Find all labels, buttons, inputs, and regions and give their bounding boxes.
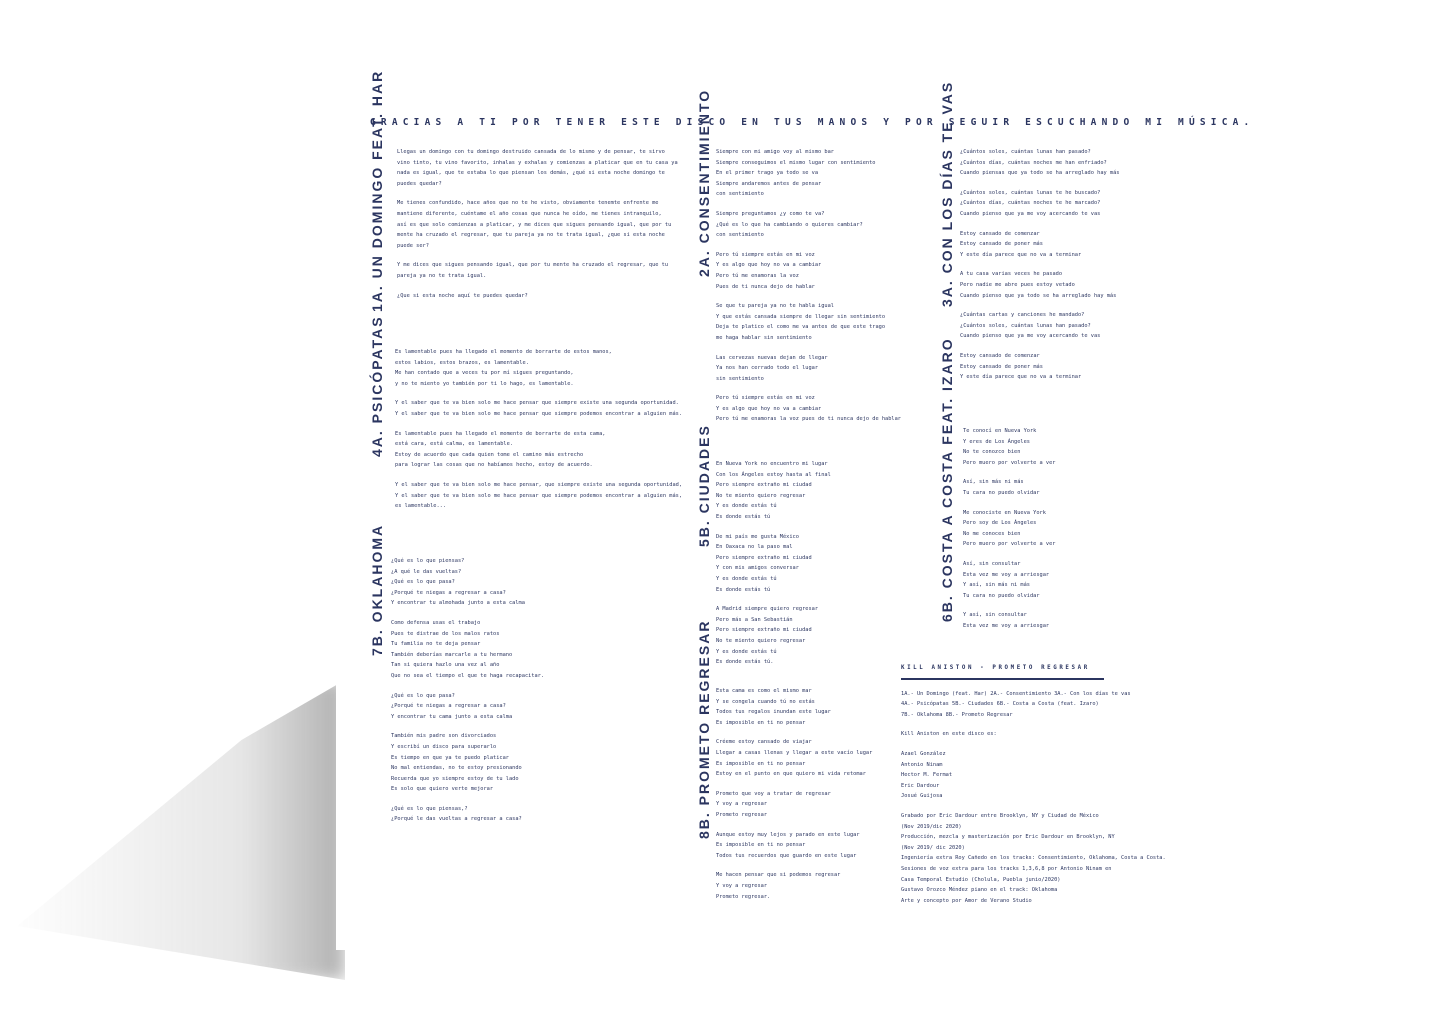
lyric-line: Tu cara no puedo olvidar: [963, 489, 1040, 496]
lyric-line: Es tiempo en que ya te puedo platicar: [391, 754, 509, 761]
song-lyrics: [397, 147, 678, 310]
lyric-line: ¿Qué es lo que piensas,?: [391, 805, 468, 812]
song-lyrics: [391, 556, 544, 834]
lyric-line: En Nueva York no encuentro mi lugar: [716, 461, 828, 467]
lyric-line: Es imposible en ti no pensar: [716, 719, 806, 726]
stanza: [716, 301, 901, 343]
lyric-line: Esta vez me voy a arriesgar: [963, 571, 1050, 578]
lyric-line: Y voy a regresar: [716, 882, 768, 889]
stanza: [395, 480, 682, 512]
song-title: 5B. CIUDADES: [696, 424, 712, 547]
lyric-line: Todos tus regalos inundan este lugar: [716, 709, 831, 716]
credits-line: Grabado por Eric Dardour entre Brooklyn, NY y Ciudad de México: [901, 812, 1099, 819]
credits-line: 4A.- Psicópatas 5B.- Ciudades 6B.- Costa a Costa (feat. Izaro): [901, 701, 1099, 708]
stanza: [960, 310, 1119, 342]
credits-line: Azael González: [901, 750, 946, 757]
stanza: [960, 188, 1119, 220]
lyric-line: Y así, sin consultar: [963, 612, 1027, 619]
lyric-line: ¿Cuántos soles, cuántas lunas han pasado?: [960, 149, 1091, 155]
lyric-line: Y encontrar tu cama junto a esta calma: [391, 713, 513, 720]
song-title: 8B. PROMETO REGRESAR: [696, 619, 712, 839]
song-lyrics: [960, 147, 1119, 392]
lyric-line: Pero tú siempre estás en mi voz: [716, 251, 815, 258]
lyric-line: Estoy en el punto en que quiero mi vida retomar: [716, 771, 866, 778]
song-lyrics: [716, 147, 901, 434]
lyric-line: con sentimiento: [716, 191, 764, 198]
lyric-line: Te conocí en Nueva York: [963, 428, 1037, 434]
lyric-line: Como defensa usas el trabajo: [391, 619, 481, 626]
lyric-line: No mal entiendas, no te estoy presionando: [391, 765, 522, 772]
lyric-line: mantiene diferente, cuéntame el año cosas que nunca he oído, me tienes intranquilo,: [397, 210, 662, 217]
song-block: [696, 88, 906, 423]
lyric-line: A tu casa varias veces he pasado: [960, 271, 1063, 278]
lyric-line: No me conoces bien: [963, 530, 1021, 537]
credits-line: 7B.- Oklahoma 8B.- Prometo Regresar: [901, 711, 1013, 718]
lyric-line: ¿Qué es lo que pasa?: [391, 692, 455, 699]
lyric-line: Pero más a San Sebastián: [716, 616, 793, 623]
credits-block: [901, 811, 1166, 906]
lyric-line: con sentimiento: [716, 232, 764, 239]
lyric-line: No te miento quiero regresar: [716, 637, 806, 644]
stanza: [963, 559, 1055, 601]
song-lyrics: [395, 347, 682, 521]
lyric-line: Y este día parece que no va a terminar: [960, 251, 1082, 258]
lyric-line: Y es algo que hoy no va a cambiar: [716, 262, 822, 269]
lyric-line: Estoy cansado de comenzar: [960, 352, 1040, 359]
stanza: [960, 147, 1119, 179]
lyric-line: Siempre con mi amigo voy al mismo bar: [716, 149, 834, 155]
lyric-line: Y eres de Los Ángeles: [963, 438, 1030, 445]
page-shadow: [0, 680, 345, 980]
lyric-line: Pero tú me enamoras la voz pues de ti nunca dejo de hablar: [716, 416, 901, 423]
lyric-line: Siempre andaremos antes de pensar: [716, 180, 822, 187]
lyric-line: mente ha cruzado el regresar, que tu pareja ya no te trata igual, ¿que si esta noche: [397, 232, 665, 239]
lyric-line: Me conociste en Nueva York: [963, 509, 1046, 516]
lyric-line: Prometo que voy a tratar de regresar: [716, 790, 831, 797]
stanza: [960, 229, 1119, 261]
lyric-line: Y el saber que te va bien solo me hace pensar que siempre existe una segunda oportunidad.: [395, 400, 679, 407]
lyric-line: Así, sin más ni más: [963, 479, 1024, 486]
stanza: [716, 459, 831, 523]
song-block: [939, 80, 1139, 381]
lyric-line: Y es donde estás tú: [716, 648, 777, 655]
lyric-line: Pero siempre extraño mi ciudad: [716, 627, 812, 634]
lyric-line: Pero siempre extraño mi ciudad: [716, 482, 812, 489]
credits-title: KILL ANISTON - PROMETO REGRESAR: [901, 663, 1104, 680]
lyric-line: Y el saber que te va bien solo me hace pensar que siempre podemos encontrar a alguien más,: [395, 492, 683, 499]
lyric-sheet: [336, 69, 1255, 950]
lyric-line: me haga hablar sin sentimiento: [716, 334, 812, 341]
lyric-line: Y el saber que te va bien solo me hace pensar que siempre podemos encontrar a alguien más.: [395, 410, 683, 417]
credits-line: Eric Dardour: [901, 782, 940, 789]
stanza: [716, 209, 901, 241]
lyric-line: No te conozco bien: [963, 449, 1021, 456]
lyric-line: Que no sea el tiempo el que te haga recapacitar.: [391, 672, 545, 679]
stanza: [716, 737, 872, 779]
lyric-line: Estoy cansado de comenzar: [960, 230, 1040, 237]
lyric-line: Cuando pienso que ya todo se ha arreglado hay más: [960, 292, 1117, 299]
lyric-line: Y escribí un disco para superarlo: [391, 743, 497, 750]
lyric-line: Pero muero por volverte a ver: [963, 541, 1056, 548]
credits-line: Producción, mezcla y masterización por Eric Dardour en Brooklyn, NY: [901, 834, 1115, 841]
credits-body: [901, 689, 1166, 907]
stanza: [960, 351, 1119, 383]
lyric-line: Pero soy de Los Ángeles: [963, 520, 1037, 527]
thanks-headline: GRACIAS A TI POR TENER ESTE DISCO EN TUS MANOS Y POR SEGUIR ESCUCHANDO MI MÚSICA.: [370, 117, 1255, 128]
lyric-line: ¿Porqué te niegas a regresar a casa?: [391, 589, 506, 596]
credits-line: Casa Temporal Estudio (Cholula, Puebla junio/2020): [901, 876, 1061, 883]
stanza: [397, 198, 678, 251]
lyric-line: Es donde estás tú.: [716, 659, 774, 666]
lyric-line: ¿Cuántas cartas y canciones he mandado?: [960, 312, 1085, 319]
song-lyrics: [963, 426, 1055, 641]
lyric-line: Y así, sin más ni más: [963, 582, 1030, 589]
stanza: [391, 731, 544, 795]
song-title: 6B. COSTA A COSTA FEAT. IZARO: [939, 337, 955, 622]
lyric-line: Cuando pienso que ya me voy acercando te vas: [960, 210, 1101, 217]
lyric-line: Ya nos han cerrado todo el lugar: [716, 365, 819, 372]
stanza: [963, 610, 1055, 631]
lyric-line: Es solo que quiero verte mejorar: [391, 786, 494, 793]
lyric-line: Me hacen pensar que si podemos regresar: [716, 872, 841, 879]
stanza: [960, 269, 1119, 301]
credits-line: 1A.- Un Domingo (feat. Har) 2A.- Consentimiento 3A.- Con los días te vas: [901, 690, 1131, 697]
lyric-line: Prometo regresar.: [716, 893, 771, 900]
lyric-line: nada es igual, que te estaba lo que piensan los demás, ¿qué si esta noche domingo te: [397, 170, 665, 177]
stanza: [716, 147, 901, 200]
song-title: 3A. CON LOS DÍAS TE VAS: [939, 80, 955, 307]
lyric-line: ¿Porqué le das vueltas a regresar a casa?: [391, 816, 522, 823]
lyric-line: Pero nadie me abre pues estoy vetado: [960, 281, 1075, 288]
song-title: 2A. CONSENTIMIENTO: [696, 88, 712, 277]
lyric-line: Deja te platico el como me va antes de que este trago: [716, 324, 886, 331]
song-block: [369, 315, 683, 510]
lyric-line: Y el saber que te va bien solo me hace pensar, que siempre existe una segunda oportunidad,: [395, 481, 683, 488]
credits-line: Sesiones de voz extra para los tracks 1,3,6,8 por Antonio Ninam en: [901, 865, 1112, 872]
lyric-line: Es imposible en ti no pensar: [716, 760, 806, 767]
song-title: 1A. UN DOMINGO FEAT. HAR: [369, 69, 385, 312]
stanza: [716, 353, 901, 385]
stanza: [963, 477, 1055, 498]
lyric-line: Llegas un domingo con tu domingo destruido cansada de lo mismo y de pensar, te sirvo: [397, 149, 665, 155]
credits-line: Hector M. Fermat: [901, 772, 953, 779]
lyric-line: Esta cama es como el mismo mar: [716, 688, 812, 694]
lyric-line: De mi país me gusta México: [716, 533, 799, 540]
stanza: [716, 250, 901, 292]
lyric-line: puedes quedar?: [397, 180, 442, 187]
lyric-line: Pero tú siempre estás en mi voz: [716, 395, 815, 402]
stanza: [397, 147, 678, 189]
lyric-line: Es lamentable pues ha llegado el momento de borrarte de esta cama,: [395, 430, 606, 437]
credits-block: [901, 749, 1141, 802]
lyric-line: Siempre preguntamos ¿y como te va?: [716, 210, 825, 217]
lyric-line: También mis padre son divorciados: [391, 733, 497, 740]
lyric-line: Con los Ángeles estoy hasta al final: [716, 471, 831, 478]
stanza: [395, 347, 682, 389]
lyric-line: está cara, está calma, es lamentable.: [395, 441, 513, 448]
song-block: [696, 424, 906, 666]
lyric-line: estos labios, estos brazos, es lamentable.: [395, 359, 529, 366]
lyric-line: pareja ya no te trata igual.: [397, 272, 487, 279]
stanza: [963, 426, 1055, 468]
lyric-line: Pero tú me enamoras la voz: [716, 272, 799, 279]
song-title: 7B. OKLAHOMA: [369, 523, 385, 656]
lyric-line: ¿A qué le das vueltas?: [391, 568, 462, 575]
album-credits: [901, 663, 1166, 906]
lyric-line: Siempre conseguimos el mismo lugar con sentimiento: [716, 159, 876, 166]
lyric-line: ¿Cuántos días, cuántas noches me han enfriado?: [960, 159, 1107, 166]
lyric-line: Pero muero por volverte a ver: [963, 459, 1056, 466]
lyric-line: Pues te distrae de los malos ratos: [391, 630, 500, 637]
lyric-line: Las cervezas nuevas dejan de llegar: [716, 354, 828, 361]
lyric-line: También deberías marcarle a tu hermano: [391, 651, 513, 658]
stanza: [395, 429, 682, 471]
credits-line: Josué Guijosa: [901, 793, 943, 800]
lyric-line: Y voy a regresar: [716, 801, 768, 808]
lyric-line: Cuando pienso que ya me voy acercando te vas: [960, 333, 1101, 340]
lyric-line: Es donde estás tú: [716, 586, 771, 593]
stanza: [395, 398, 682, 419]
lyric-line: Es imposible en ti no pensar: [716, 842, 806, 849]
credits-line: (Nov 2019/dic 2020): [901, 823, 962, 830]
lyric-line: Tu cara no puedo olvidar: [963, 592, 1040, 599]
lyric-line: Tu familia no te deja pensar: [391, 641, 481, 648]
lyric-line: puede ser?: [397, 242, 429, 249]
lyric-line: Y este día parece que no va a terminar: [960, 374, 1082, 381]
lyric-line: Estoy cansado de poner más: [960, 363, 1043, 370]
lyric-line: así es que solo comienzas a platicar, y me dices que sigues pensando igual, que por tu: [397, 221, 672, 228]
lyric-line: ¿Qué es lo que piensas?: [391, 558, 465, 564]
lyric-line: A Madrid siempre quiero regresar: [716, 606, 819, 613]
lyric-line: ¿Cuántos días, cuántas noches te he marcado?: [960, 200, 1101, 207]
credits-line: (Nov 2019/ dic 2020): [901, 844, 965, 851]
lyric-line: vino tinto, tu vino favorito, inhalas y exhalas y comienzas a platicar que en tu casa ya: [397, 159, 678, 166]
stanza: [716, 393, 901, 425]
lyric-line: Y me dices que sigues pensando igual, que por tu mente ha cruzado el regresar, que tu: [397, 262, 669, 269]
lyric-line: ¿Que si esta noche aquí te puedes quedar?: [397, 292, 528, 299]
song-block: [369, 523, 669, 823]
song-title: 4A. PSICÓPATAS: [369, 315, 385, 457]
song-lyrics: [716, 459, 831, 677]
credits-block: [901, 689, 1141, 721]
lyric-line: Recuerda que yo siempre estoy de tu lado: [391, 775, 519, 782]
credits-line: Gustavo Orozco Méndez piano en el track: Oklahoma: [901, 887, 1058, 894]
lyric-line: Y encontrar tu almohada junto a esta calma: [391, 600, 525, 607]
lyric-line: Todos tus recuerdos que guardo en este lugar: [716, 852, 857, 859]
credits-line: Kill Aniston en este disco es:: [901, 731, 997, 738]
song-lyrics: [716, 686, 872, 911]
stanza: [391, 556, 544, 609]
lyric-line: Estoy de acuerdo que cada quien tome el camino más estrecho: [395, 451, 584, 458]
lyric-line: Me han contado que a veces tu por mí sigues preguntando,: [395, 370, 574, 377]
stanza: [716, 686, 872, 728]
lyric-line: Y con mis amigos conversar: [716, 565, 799, 572]
lyric-line: En el primer trago ya todo se va: [716, 170, 819, 177]
lyric-line: para lograr las cosas que no habíamos hecho, estoy de acuerdo.: [395, 462, 593, 469]
lyric-line: ¿Qué es lo que ha cambiando o quieres cambiar?: [716, 221, 863, 228]
stanza: [963, 508, 1055, 550]
stanza: [716, 830, 872, 862]
lyric-line: Y se congela cuando tú no estás: [716, 698, 815, 705]
lyric-line: ¿Cuántos soles, cuántas lunas han pasado?: [960, 322, 1091, 329]
stanza: [391, 691, 544, 723]
lyric-line: ¿Porqué te niegas a regresar a casa?: [391, 703, 506, 710]
lyric-line: es lamentable...: [395, 503, 447, 510]
lyric-line: Es lamentable pues ha llegado el momento de borrarte de estos manos,: [395, 349, 612, 355]
lyric-line: Pero siempre extraño mi ciudad: [716, 554, 812, 561]
lyric-line: Esta vez me voy a arriesgar: [963, 622, 1050, 629]
stanza: [391, 804, 544, 825]
lyric-line: ¿Cuántos soles, cuántas lunas te he buscado?: [960, 189, 1101, 196]
lyric-line: Tan si quiera hazlo una vez al año: [391, 662, 500, 669]
lyric-line: Y es donde estás tú: [716, 503, 777, 510]
lyric-line: ¿Qué es lo que pasa?: [391, 579, 455, 586]
lyric-line: Cuando piensas que ya todo se ha arreglado hay más: [960, 170, 1120, 177]
lyric-line: Estoy cansado de poner más: [960, 241, 1043, 248]
lyric-line: Créeme estoy cansado de viajar: [716, 739, 812, 746]
stanza: [716, 870, 872, 902]
lyric-line: Es donde estás tú: [716, 513, 771, 520]
lyric-line: Aunque estoy muy lejos y parado en este lugar: [716, 831, 860, 838]
stanza: [716, 532, 831, 596]
lyric-line: En Oaxaca no la paso mal: [716, 544, 793, 551]
credits-line: Antonio Ninam: [901, 761, 943, 768]
stanza: [716, 789, 872, 821]
lyric-line: Y que estás cansada siempre de llegar sin sentimiento: [716, 313, 886, 320]
stanza: [397, 260, 678, 281]
lyric-line: sin sentimiento: [716, 375, 764, 382]
song-block: [369, 69, 678, 312]
lyric-line: No te miento quiero regresar: [716, 492, 806, 499]
stanza: [397, 291, 678, 302]
lyric-line: Y es donde estás tú: [716, 575, 777, 582]
lyric-line: Pues de ti nunca dejo de hablar: [716, 283, 815, 290]
stanza: [391, 618, 544, 682]
lyric-line: Se que tu pareja ya no te habla igual: [716, 303, 834, 310]
credits-line: Arte y concepto por Amor de Verano Studio: [901, 897, 1032, 904]
lyric-line: Me tienes confundido, hace años que no te he visto, obviamente tenemte enfrente me: [397, 200, 659, 207]
lyric-line: y no te miento yo también por ti lo hago, es lamentable.: [395, 380, 574, 387]
lyric-line: Llegar a casas llenas y llegar a este vacío lugar: [716, 749, 873, 756]
stanza: [716, 604, 831, 668]
lyric-line: Así, sin consultar: [963, 560, 1021, 567]
lyric-line: Prometo regresar: [716, 811, 768, 818]
credits-block: [901, 729, 1141, 740]
lyric-line: Y es algo que hoy no va a cambiar: [716, 405, 822, 412]
credits-line: Ingeniería extra Roy Cañedo en los tracks: Consentimiento, Oklahoma, Costa a Costa.: [901, 855, 1166, 862]
